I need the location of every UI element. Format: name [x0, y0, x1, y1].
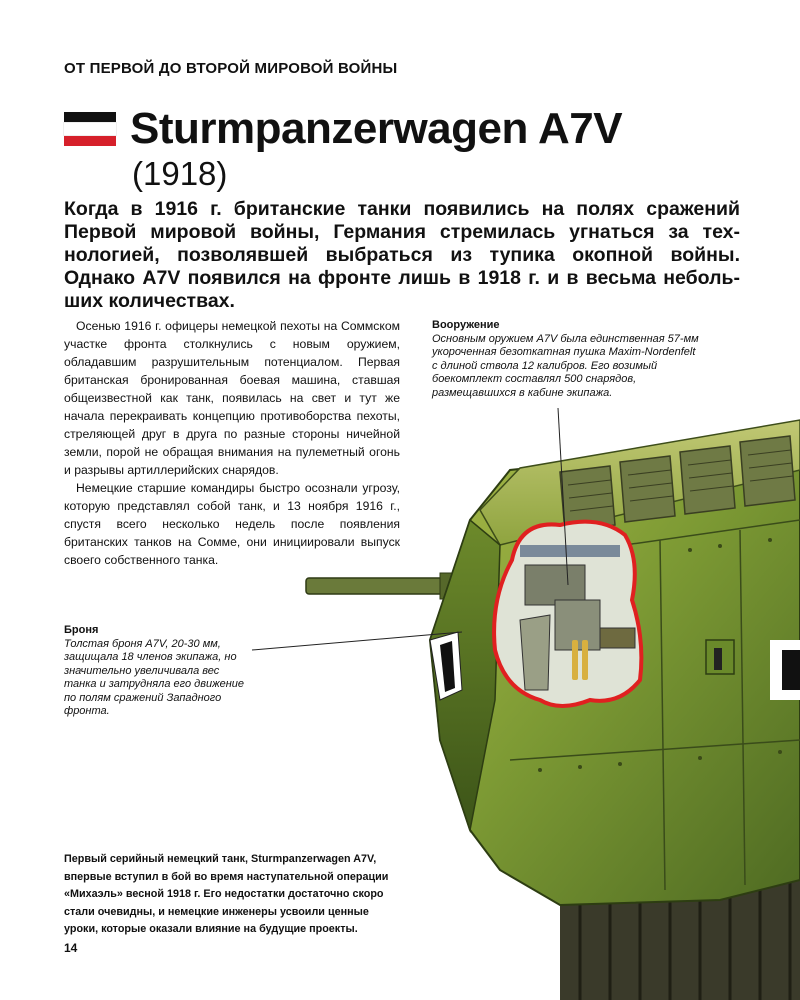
callout-armament — [432, 319, 702, 400]
body-paragraph: Осенью 1916 г. офицеры немецкой пехоты на Соммском участке фронта столкнулись с новым оружием, обладавшим разрушительным потенциалом. Первая британская бронированная боевая машина, ставшая общеизвестной как танк, появилась на свет и тут же начала перекраивать концепцию противоборства пехоты, стреляющей друг в друга по разные стороны ничейной земли, порой не обращая внимания на пулеметный огонь и разрывы артиллерийских снарядов. — [64, 319, 400, 477]
body-text — [64, 317, 400, 569]
callout-heading: Вооружение — [432, 319, 500, 331]
callout-text: Основным оружием A7V была единственная 57-мм укороченная безоткатная пушка Maxim-Nordenfelt с длиной ствола 12 калибров. Его возимый боекомплект составлял 500 снарядов, размещавшихся в кабине экипажа. — [432, 332, 699, 399]
iron-cross-side — [770, 640, 800, 700]
gun-barrel — [306, 578, 456, 594]
image-caption: Первый серийный немецкий танк, Sturmpanzerwagen A7V, впервые вступил в бой во время наступательной операции «Михаэль» весной 1918 г. Его недостатки достаточно скоро стали очевидны, и немецкие инженеры усвоили ценные уроки, которые оказали влияние на будущие проекты. — [64, 853, 389, 935]
callout-armor — [64, 624, 249, 719]
german-flag-icon — [64, 112, 116, 146]
callout-heading: Броня — [64, 624, 99, 636]
body-paragraph: Немецкие старшие командиры быстро осознали угрозу, которую представлял собой танк, и 13 ноября 1916 г., спустя всего несколько недель после появления британских танков на Сомме, они инициировали выпуск своего собственного танка. — [64, 481, 400, 567]
lead-paragraph: Когда в 1916 г. британские танки появились на полях сражений Первой мировой войны, Германия стремилась угнаться за технологией, позволявшей выбраться из тупика окопной войны. Однако A7V появился на фронте лишь в 1918 г. и в весьма небольших количествах. — [64, 198, 740, 312]
page-title: Sturmpanzerwagen A7V — [130, 104, 623, 153]
section-title: ОТ ПЕРВОЙ ДО ВТОРОЙ МИРОВОЙ ВОЙНЫ — [64, 60, 398, 77]
page-subtitle-year: (1918) — [132, 155, 228, 192]
callout-text: Толстая броня A7V, 20-30 мм, защищала 18 членов экипажа, но значительно увеличивала вес танка и затрудняла его движение по полям сражений Западного фронта. — [64, 637, 245, 717]
page-number: 14 — [64, 941, 78, 955]
